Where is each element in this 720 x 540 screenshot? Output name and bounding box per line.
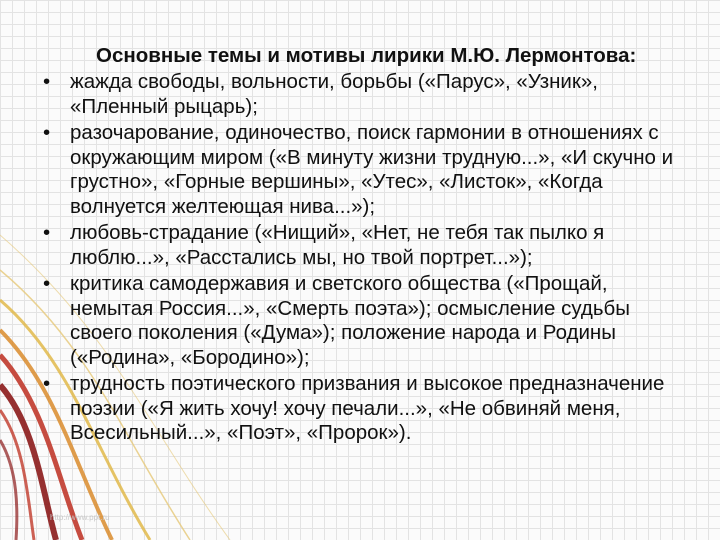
bullet-item (36, 121, 686, 219)
bullet-item (36, 221, 686, 270)
bullet-marker: • (43, 121, 51, 144)
bullet-list (36, 70, 686, 446)
bullet-item (36, 272, 686, 370)
bullet-marker: • (43, 221, 51, 244)
bullet-marker: • (43, 372, 51, 395)
bullet-line: («Родина», «Бородино»); (70, 345, 310, 369)
bullet-item (36, 372, 686, 446)
bullet-line: окружающим миром («В минуту жизни трудную...», «И скучно и (70, 145, 674, 169)
bullet-line: любовь-страдание («Нищий», «Нет, не тебя так пылко я (70, 221, 605, 244)
bullet-line: Всесильный...», «Поэт», «Пророк»). (70, 421, 412, 444)
watermark-url: http://www.ppt.ru (50, 513, 110, 522)
bullet-line: своего поколения («Дума»); положение народа и Родины (70, 321, 616, 344)
bullet-line: критика самодержавия и светского общества («Прощай, (70, 272, 608, 295)
bullet-line: волнуется желтеющая нива...»); (70, 194, 376, 218)
slide-title: Основные темы и мотивы лирики М.Ю. Лермонтова: (96, 44, 637, 67)
bullet-line: поэзии («Я жить хочу! хочу печали...», «Не обвиняй меня, (70, 396, 621, 420)
bullet-line: разочарование, одиночество, поиск гармонии в отношениях с (70, 121, 659, 144)
decor-curve-7 (0, 440, 17, 540)
bullet-marker: • (43, 272, 51, 295)
bullet-item (36, 70, 686, 119)
bullet-marker: • (43, 70, 51, 93)
bullet-line: люблю...», «Расстались мы, но твой портрет...»); (70, 245, 533, 269)
bullet-line: жажда свободы, вольности, борьбы («Парус», «Узник», (70, 70, 598, 93)
bullet-line: немытая Россия...», «Смерть поэта»); осмысление судьбы (70, 296, 631, 320)
bullet-line: трудность поэтического призвания и высокое предназначение (70, 372, 665, 395)
bullet-line: грустно», «Горные вершины», «Утес», «Листок», «Когда (70, 170, 603, 193)
slide-content (36, 44, 686, 448)
decor-curve-5 (0, 410, 34, 540)
bullet-line: «Пленный рыцарь); (70, 94, 258, 118)
